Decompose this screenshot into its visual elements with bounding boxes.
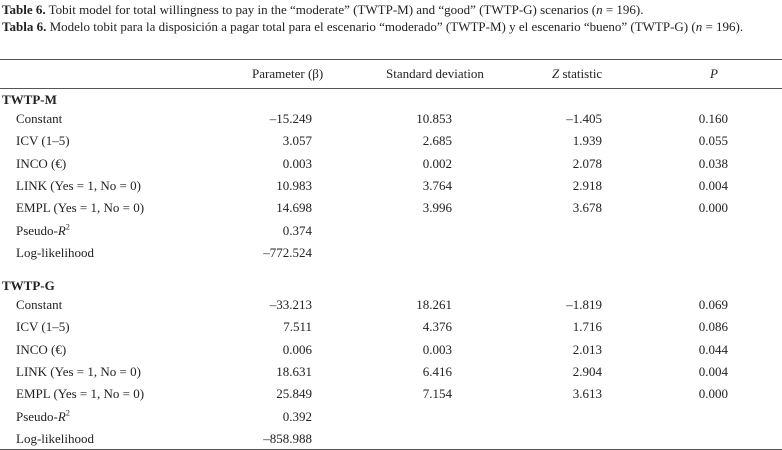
pseudo-r2-superscript: 2 [65,222,70,232]
p-value-cell: 0.000 [698,200,728,216]
log-likelihood-label: Log-likelihood [16,244,94,260]
header-parameter: Parameter (β) [252,66,324,81]
caption-text-end: = 196). [602,2,644,17]
std-dev-cell: 2.685 [422,133,452,149]
std-dev-cell: 10.853 [416,111,452,126]
p-value-cell: 0.038 [698,155,728,171]
row-label: Constant [16,111,63,126]
pseudo-r2-prefix: Pseudo- [16,408,58,424]
parameter-cell: 25.849 [276,386,312,402]
pseudo-r2-symbol: R [57,408,66,424]
p-value-cell: 0.069 [698,297,728,312]
row-label: Constant [16,297,63,312]
log-likelihood-value: –858.988 [263,430,312,446]
log-likelihood-value: –772.524 [263,244,312,260]
header-z-text: statistic [559,66,603,81]
z-stat-cell: 2.918 [572,177,602,193]
p-value-cell: 0.055 [698,133,728,149]
caption-label: Tabla 6. [2,19,47,34]
caption-n-symbol: n [695,19,703,34]
log-likelihood-label: Log-likelihood [16,430,94,446]
header-z-statistic [552,66,602,82]
row-label: EMPL (Yes = 1, No = 0) [16,200,145,216]
caption-text-end: = 196). [702,19,744,34]
std-dev-cell: 6.416 [422,363,452,379]
caption-n-symbol: n [596,2,603,17]
header-standard-deviation: Standard deviation [386,66,484,81]
row-label: EMPL (Yes = 1, No = 0) [16,386,145,402]
section-title: TWTP-G [2,278,55,293]
parameter-cell: 3.057 [282,133,312,149]
z-stat-cell: 2.078 [572,155,602,171]
caption-text: Modelo tobit para la disposición a pagar total para el escenario “moderado” (TWTP-M) y el escenario “bueno” (TWTP-G) ( [46,19,696,34]
z-stat-cell: 1.939 [572,133,602,149]
std-dev-cell: 3.764 [422,177,452,193]
parameter-cell: 0.006 [282,341,312,357]
row-label: ICV (1–5) [16,319,70,335]
pseudo-r2-prefix: Pseudo- [16,222,58,238]
z-stat-cell: 2.904 [572,363,602,379]
z-stat-cell: 2.013 [572,341,602,357]
header-p-value: P [710,66,718,81]
p-value-cell: 0.004 [698,363,728,379]
pseudo-r2-label [16,223,70,239]
pseudo-r2-value: 0.374 [282,222,312,238]
p-value-cell: 0.044 [698,341,728,357]
table-top-rule [0,59,782,60]
parameter-cell: 0.003 [282,155,312,171]
parameter-cell: –33.213 [269,297,312,312]
p-value-cell: 0.160 [698,111,728,126]
pseudo-r2-superscript: 2 [65,408,70,418]
z-stat-cell: 1.716 [572,319,602,335]
p-value-cell: 0.000 [698,386,728,402]
pseudo-r2-value: 0.392 [282,408,312,424]
parameter-cell: 18.631 [276,363,312,379]
parameter-cell: 7.511 [283,319,312,335]
z-stat-cell: –1.819 [566,297,602,312]
parameter-cell: 14.698 [276,200,312,216]
pseudo-r2-label [16,409,70,425]
p-value-cell: 0.004 [698,177,728,193]
row-label: LINK (Yes = 1, No = 0) [16,363,141,379]
std-dev-cell: 3.996 [422,200,452,216]
caption-label: Table 6. [2,2,46,17]
row-label: INCO (€) [16,155,67,171]
z-stat-cell: –1.405 [566,111,602,126]
z-stat-cell: 3.613 [572,386,602,402]
row-label: ICV (1–5) [16,133,70,149]
std-dev-cell: 18.261 [416,297,452,312]
z-stat-cell: 3.678 [572,200,602,216]
section-title: TWTP-M [2,92,57,107]
table-header-rule [0,88,782,89]
row-label: INCO (€) [16,341,67,357]
pseudo-r2-symbol: R [57,222,66,238]
p-value-cell: 0.086 [698,319,728,335]
row-label: LINK (Yes = 1, No = 0) [16,177,141,193]
std-dev-cell: 0.003 [422,341,452,357]
std-dev-cell: 7.154 [422,386,452,402]
parameter-cell: 10.983 [276,177,312,193]
caption-text: Tobit model for total willingness to pay in the “moderate” (TWTP-M) and “good” (TWTP-G) scenarios ( [45,2,597,17]
parameter-cell: –15.249 [269,111,312,126]
table-caption-spanish [2,19,778,35]
header-z-symbol: Z [552,66,560,81]
std-dev-cell: 0.002 [422,155,452,171]
table-caption-english [2,2,778,18]
std-dev-cell: 4.376 [422,319,452,335]
